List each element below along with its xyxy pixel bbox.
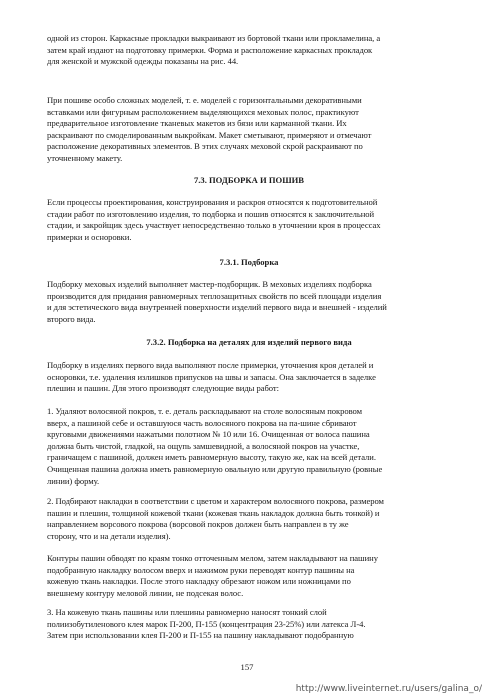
text-line: полиизобутиленового клея марок П-200, П-155 (концентрация 23-25%) или латекса Л-4.	[47, 618, 366, 629]
text-line: вставками или фигурным расположением выделяющихся меховых полос, практикуют	[47, 106, 359, 117]
text-line: примерки и осноровки.	[47, 231, 132, 242]
text-line: Подборку меховых изделий выполняет мастер-подборщик. В меховых изделиях подборка	[47, 279, 372, 289]
section-heading: 7.3. ПОДБОРКА И ПОШИВ	[193, 175, 305, 185]
text-line: осноровки, т.е. удаления излишков припусков на швы и запасы. Она заключается в заделке	[47, 371, 376, 382]
text-line: производится для придания равномерных теплозащитных свойств по всей площади изделия	[47, 290, 382, 301]
text-line: При пошиве особо сложных моделей, т. е. моделей с горизонтальными декоративными	[47, 95, 362, 105]
text-line: внешнему контуру меловой линии, не подсекая волос.	[47, 587, 244, 598]
text-line: граничащем с пашиной, должен иметь равномерную высоту, такую же, как на всей детали.	[47, 452, 376, 463]
text-line: Очищенная пашина должна иметь равномерную овальную или другую правильную (ровные	[47, 463, 383, 474]
text-line: вверх, а пашиной себе и оставшуюся часть волосяного покрова на па-шине сбривают	[47, 417, 357, 428]
text-line: стадии, и закройщик здесь участвует непосредственно только в уточнении кроя в процессах	[47, 220, 381, 231]
paragraph-9	[47, 607, 451, 642]
text-line: второго вида.	[47, 313, 96, 324]
text-line: пашин и плешин, толщиной кожевой ткани (кожевая ткань накладок должна быть тонкой) и	[47, 507, 380, 518]
text-line: затем край издают на подготовку примерки. Форма и расположение каркасных прокладок	[47, 44, 373, 55]
text-line: Если процессы проектирования, конструирования и раскроя относятся к подготовительной	[47, 197, 378, 207]
text-line: для женской и мужской одежды показаны на рис. 44.	[47, 56, 239, 67]
text-line: Затем при использовании клея П-200 и П-155 на пашину накладывают подобранную	[47, 630, 354, 641]
text-line: подобранную накладку волосом вверх и нажимом руки переводят контур пашины на	[47, 564, 355, 575]
paragraph-7	[47, 496, 451, 542]
text-line: уточненному макету.	[47, 152, 123, 163]
text-line: сторону, что и на детали изделия).	[47, 530, 171, 541]
page-number: 157	[240, 662, 254, 672]
text-line: Контуры пашин обводят по краям тонко отточенным мелом, затем накладывают на пашину	[47, 553, 378, 563]
text-line: одной из сторон. Каркасные прокладки выкраивают из бортовой ткани или прокламелина, а	[47, 33, 381, 43]
watermark-url[interactable]: http://www.liveinternet.ru/users/galina_o/	[295, 684, 482, 694]
text-line: направлением ворсового покрова (ворсовой покров должен быть направлен в ту же	[47, 519, 349, 530]
text-line: расположение декоративных элементов. В этих случаях меховой скрой раскраивают по	[47, 141, 363, 152]
text-line: 2. Подбирают накладки в соответствии с цветом и характером волосяного покрова, размером	[47, 496, 384, 506]
paragraph-6	[47, 406, 451, 487]
paragraph-3	[47, 197, 451, 243]
subsection-heading: 7.3.2. Подборка на деталях для изделий первого вида	[146, 337, 352, 347]
paragraph-2	[47, 95, 451, 165]
text-line: раскраивают по смоделированным выкройкам. Макет сметывают, примеряют и отмечают	[47, 129, 372, 140]
text-line: 3. На кожевую ткань пашины или плешины равномерно наносят тонкий слой	[47, 607, 327, 617]
text-line: стадии работ по изготовлению изделия, то подборка и пошив относятся к заключительной	[47, 208, 375, 219]
paragraph-4	[47, 279, 451, 325]
subsection-heading: 7.3.1. Подборка	[219, 257, 279, 267]
text-line: 1. Удаляют волосяной покров, т. е. деталь раскладывают на столе волосяным покровом	[47, 406, 363, 416]
paragraph-1	[47, 33, 451, 68]
text-line: линии) форму.	[47, 475, 100, 486]
text-line: кожевую ткань накладки. После этого накладку обрезают ножом или ножницами по	[47, 576, 351, 587]
text-line: и для эстетического вида внутренней поверхности изделий первого вида и внешней - изделий	[47, 302, 387, 313]
paragraph-8	[47, 553, 451, 599]
text-line: Подборку в изделиях первого вида выполняют после примерки, уточнения кроя деталей и	[47, 360, 374, 370]
text-line: предварительное изготовление тканевых макетов из бязи или карманной ткани. Их	[47, 118, 347, 129]
text-line: должна быть чистой, гладкой, на ощупь замшевидной, а волосяной покров на участке,	[47, 440, 360, 451]
text-line: плешин и пашин. Для этого производят следующие виды работ:	[47, 383, 279, 394]
text-line: круговыми движениями нажатыми полотном № 10 или 16. Очищенная от волоса пашина	[47, 429, 370, 440]
paragraph-5	[47, 360, 451, 395]
